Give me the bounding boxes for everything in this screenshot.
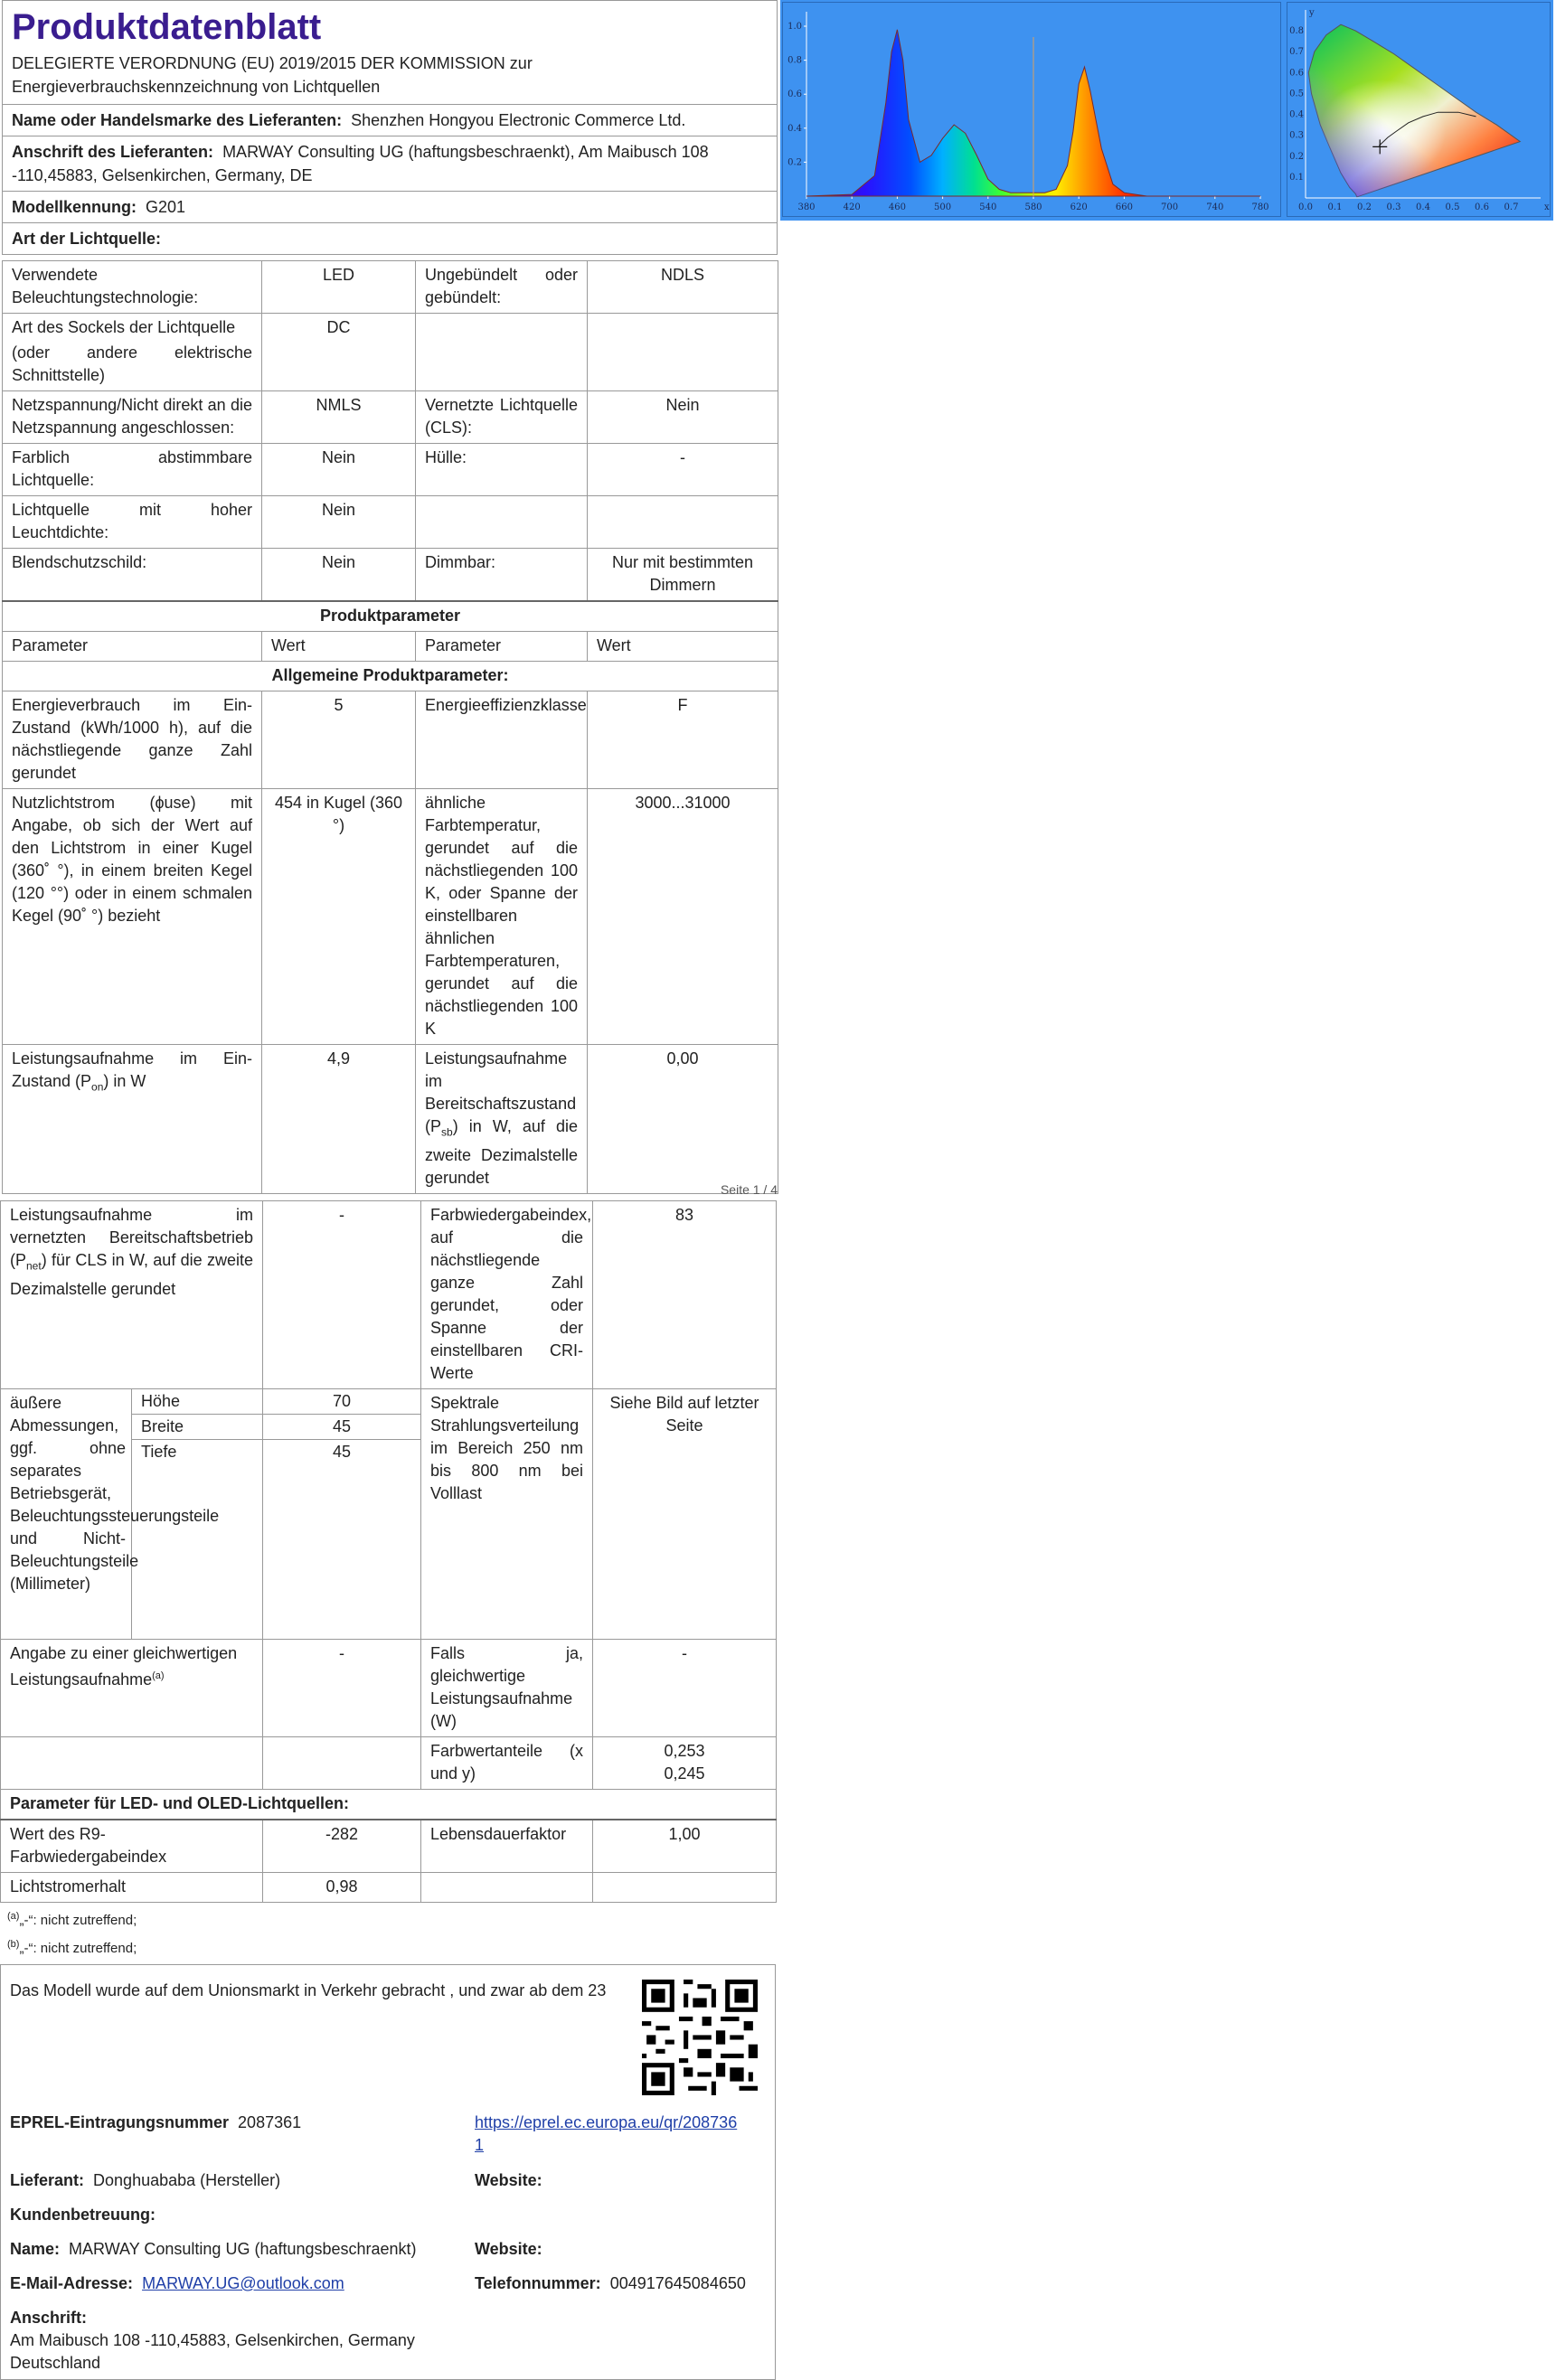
param-label: Wert des R9-Farbwiedergabeindex xyxy=(1,1820,263,1873)
param-label: Farbwiedergabeindex, auf die nächstliegende ganze Zahl gerundet, oder Spanne der einstellbaren CRI-Werte xyxy=(421,1201,593,1389)
page-title: Produktdatenblatt xyxy=(12,7,322,47)
param-label: Vernetzte Lichtquelle (CLS): xyxy=(416,391,588,444)
spectrum-y-tick-label: 0.8 xyxy=(787,55,802,66)
param-label: Verwendete Beleuchtungstechnologie: xyxy=(3,261,262,314)
param-value: 83 xyxy=(593,1201,777,1389)
footnote-mark: (b) xyxy=(7,1939,20,1950)
dimension-value: 45 xyxy=(263,1415,421,1440)
phone-label: Telefonnummer: xyxy=(475,2274,601,2292)
param-label: Hülle: xyxy=(416,444,588,496)
spectrum-ticks xyxy=(787,22,1268,212)
light-type-row xyxy=(2,223,778,255)
cie-chart xyxy=(1287,2,1551,217)
table-row xyxy=(1,1873,777,1903)
cie-y-axis-label: y xyxy=(1309,8,1315,18)
supplier-name-value: Shenzhen Hongyou Electronic Commerce Ltd. xyxy=(351,111,686,129)
eprel-row xyxy=(10,2112,301,2134)
param-value: LED xyxy=(262,261,416,314)
param-label: Blendschutzschild: xyxy=(3,549,262,602)
spectrum-x-tick-label: 740 xyxy=(1206,202,1224,212)
dimension-value: 70 xyxy=(263,1389,421,1415)
param-label xyxy=(416,314,588,391)
product-params-caption: Produktparameter xyxy=(3,601,778,632)
cie-x-tick-label: 0.1 xyxy=(1327,202,1343,212)
table-row xyxy=(1,1820,777,1873)
equiv-superscript: (a) xyxy=(152,1670,165,1681)
equiv-label: Angabe zu einer gleichwertigen Leistungsaufnahme xyxy=(10,1644,238,1689)
empty-cell xyxy=(263,1737,421,1790)
param-label xyxy=(3,314,262,391)
eprel-link[interactable]: https://eprel.ec.europa.eu/qr/2087361 xyxy=(475,2113,738,2154)
spectrum-y-tick-label: 1.0 xyxy=(787,22,802,32)
page-number-row xyxy=(2,1182,778,1197)
table-row xyxy=(3,789,778,1045)
table-row xyxy=(1,1201,777,1389)
empty-cell xyxy=(1,1737,263,1790)
param-value: - xyxy=(263,1640,421,1737)
param-value: Siehe Bild auf letzter Seite xyxy=(593,1389,777,1640)
table-header-row xyxy=(3,632,778,662)
cie-y-tick-label: 0.5 xyxy=(1289,89,1304,99)
param-value: NMLS xyxy=(262,391,416,444)
light-type-label: Art der Lichtquelle: xyxy=(12,230,162,248)
pon-subscript: on xyxy=(91,1080,104,1094)
param-value: - xyxy=(593,1640,777,1737)
cie-x-tick-label: 0.7 xyxy=(1504,202,1519,212)
light-source-table xyxy=(2,260,778,1194)
email-label: E-Mail-Adresse: xyxy=(10,2274,134,2292)
cie-y-tick-label: 0.8 xyxy=(1289,26,1304,37)
datasheet-page-2 xyxy=(0,1200,776,2380)
model-value: G201 xyxy=(146,198,186,216)
spectrum-x-tick-label: 460 xyxy=(888,202,906,212)
supplier-name-label: Name oder Handelsmarke des Lieferanten: xyxy=(12,111,343,129)
spectrum-svg xyxy=(783,3,1280,216)
param-label: Farbwertanteile (x und y) xyxy=(421,1737,593,1790)
param-label xyxy=(1,1201,263,1389)
param-value: Nein xyxy=(262,444,416,496)
cie-y-tick-label: 0.7 xyxy=(1289,47,1304,58)
pnet-label-b: ) für CLS in W, auf die zweite Dezimalstelle gerundet xyxy=(10,1251,253,1298)
param-value: NDLS xyxy=(588,261,778,314)
table-row xyxy=(3,496,778,549)
footnote-b xyxy=(0,1933,776,1961)
eprel-label: EPREL-Eintragungsnummer xyxy=(10,2113,230,2131)
param-value: 5 xyxy=(262,691,416,789)
spectrum-x-tick-label: 660 xyxy=(1115,202,1133,212)
pnet-subscript: net xyxy=(26,1259,42,1273)
market-text: Das Modell wurde auf dem Unionsmarkt in Verkehr gebracht , und zwar ab dem 23 xyxy=(10,1981,607,1999)
general-params-caption: Allgemeine Produktparameter: xyxy=(3,662,778,691)
param-label: Netzspannung/Nicht direkt an die Netzspannung angeschlossen: xyxy=(3,391,262,444)
param-label: Dimmbar: xyxy=(416,549,588,602)
cie-blue-region xyxy=(1308,24,1520,197)
table-caption-row xyxy=(1,1790,777,1820)
pon-label-a: Leistungsaufnahme im Ein-Zustand (P xyxy=(12,1049,252,1090)
psb-label-a: Leistungsaufnahme im Bereitschaftszustand (P xyxy=(425,1049,577,1135)
spectrum-chart xyxy=(782,2,1281,217)
footnote-text: „-“: nicht zutreffend; xyxy=(19,1941,137,1956)
param-value: 1,00 xyxy=(593,1820,777,1873)
spectrum-x-tick-label: 380 xyxy=(797,202,816,212)
cie-y-tick-label: 0.1 xyxy=(1289,172,1304,183)
param-label xyxy=(1,1640,263,1737)
cie-x-axis-label: x xyxy=(1544,202,1550,212)
qr-code-icon xyxy=(642,1980,758,2095)
param-value: Nein xyxy=(262,549,416,602)
table-row xyxy=(1,1640,777,1737)
empty-cell xyxy=(421,1873,593,1903)
supplier-label: Lieferant: xyxy=(10,2171,85,2189)
param-label: Energieverbrauch im Ein-Zustand (kWh/1000 h), auf die nächstliegende ganze Zahl gerundet xyxy=(3,691,262,789)
table-row xyxy=(3,391,778,444)
spectrum-x-tick-label: 500 xyxy=(934,202,952,212)
supplier-address-row xyxy=(2,136,778,192)
socket-label-line2: (oder andere elektrische Schnittstelle) xyxy=(12,343,252,384)
footnote-mark: (a) xyxy=(7,1911,20,1922)
cie-x-tick-label: 0.4 xyxy=(1416,202,1430,212)
customer-service-label: Kundenbetreuung: xyxy=(10,2206,156,2224)
spectrum-x-tick-label: 780 xyxy=(1251,202,1269,212)
phone-value: 004917645084650 xyxy=(609,2274,746,2292)
dimension-name: Breite xyxy=(132,1415,263,1440)
supplier-value: Donghuababa (Hersteller) xyxy=(93,2171,281,2189)
param-label: Falls ja, gleichwertige Leistungsaufnahme (W) xyxy=(421,1640,593,1737)
supplier-name-row xyxy=(2,105,778,136)
param-label: ähnliche Farbtemperatur, gerundet auf die nächstliegenden 100 K, oder Spanne der einstellbaren ähnlichen Farbtemperaturen, gerundet auf die nächstliegenden 100 K xyxy=(416,789,588,1045)
param-value: 454 in Kugel (360 °) xyxy=(262,789,416,1045)
spectrum-x-tick-label: 700 xyxy=(1161,202,1179,212)
cie-x-tick-label: 0.2 xyxy=(1357,202,1372,212)
regulation-text: DELEGIERTE VERORDNUNG (EU) 2019/2015 DER KOMMISSION zur Energieverbrauchskennzeichnung von Lichtquellen xyxy=(12,54,533,96)
spectrum-y-tick-label: 0.2 xyxy=(787,157,802,168)
address-line2: Deutschland xyxy=(10,2354,101,2372)
datasheet-page-1 xyxy=(2,0,778,1194)
email-row xyxy=(10,2272,344,2295)
website2-label: Website: xyxy=(475,2240,542,2258)
socket-label-line1: Art des Sockels der Lichtquelle xyxy=(12,318,236,336)
psb-subscript: sb xyxy=(441,1125,453,1139)
pnet-label-a: Leistungsaufnahme im vernetzten Bereitschaftsbetrieb (P xyxy=(10,1206,253,1269)
param-value: Nein xyxy=(262,496,416,549)
model-label: Modellkennung: xyxy=(12,198,137,216)
param-label: Lichtquelle mit hoher Leuchtdichte: xyxy=(3,496,262,549)
param-label: Lichtstromerhalt xyxy=(1,1873,263,1903)
cie-x-tick-label: 0.6 xyxy=(1475,202,1489,212)
param-value: Nein xyxy=(588,391,778,444)
dimensions-label: äußere Abmessungen, ggf. ohne separates Betriebsgerät, Beleuchtungssteuerungsteile und Nicht-Beleuchtungsteile (Millimeter) xyxy=(1,1389,132,1640)
param-label: Ungebündelt oder gebündelt: xyxy=(416,261,588,314)
spectrum-y-tick-label: 0.4 xyxy=(787,123,802,134)
address-label: Anschrift: xyxy=(10,2309,87,2327)
cie-svg xyxy=(1287,3,1550,216)
spectrum-x-tick-label: 580 xyxy=(1024,202,1042,212)
param-value: F xyxy=(588,691,778,789)
table-row xyxy=(3,549,778,602)
led-params-caption: Parameter für LED- und OLED-Lichtquellen: xyxy=(1,1790,777,1820)
table-row xyxy=(3,691,778,789)
charts-panel xyxy=(780,0,1553,221)
phone-row xyxy=(475,2272,746,2295)
cie-y-tick-label: 0.4 xyxy=(1289,109,1304,120)
param-label: Farblich abstimmbare Lichtquelle: xyxy=(3,444,262,496)
param-label xyxy=(3,1045,262,1194)
dimension-spacer xyxy=(263,1464,421,1640)
chroma-y-value: 0,245 xyxy=(664,1764,705,1783)
column-header: Wert xyxy=(588,632,778,662)
cie-y-tick-label: 0.6 xyxy=(1289,68,1304,79)
cie-y-tick-label: 0.3 xyxy=(1289,130,1304,141)
param-value xyxy=(588,496,778,549)
eprel-value: 2087361 xyxy=(238,2113,302,2131)
contact-name-label: Name: xyxy=(10,2240,61,2258)
spectrum-x-tick-label: 620 xyxy=(1070,202,1088,212)
table-row xyxy=(1,1737,777,1790)
chroma-x-value: 0,253 xyxy=(664,1742,705,1760)
cie-x-tick-label: 0.3 xyxy=(1386,202,1401,212)
param-value: - xyxy=(263,1201,421,1389)
page-number: Seite 1 / 4 xyxy=(720,1182,778,1197)
contact-name-row xyxy=(10,2238,417,2261)
column-header: Wert xyxy=(262,632,416,662)
spectrum-x-tick-label: 540 xyxy=(979,202,997,212)
spectrum-x-tick-label: 420 xyxy=(843,202,861,212)
title-block xyxy=(2,0,778,105)
param-value: Nur mit bestimmten Dimmern xyxy=(588,549,778,602)
cie-y-tick-label: 0.2 xyxy=(1289,151,1304,162)
param-value xyxy=(588,314,778,391)
param-label: Energieeffizienzklasse xyxy=(416,691,588,789)
pon-label-b: ) in W xyxy=(103,1072,146,1090)
dimension-value: 45 xyxy=(263,1440,421,1465)
table-caption-row xyxy=(3,601,778,632)
spectrum-y-tick-label: 0.6 xyxy=(787,89,802,100)
table-row xyxy=(1,1389,777,1415)
supplier-address-value: MARWAY Consulting UG (haftungsbeschraenkt), Am Maibusch 108 -110,45883, Gelsenkirchen, Germany, DE xyxy=(12,143,709,184)
table-row xyxy=(3,444,778,496)
param-value: 4,9 xyxy=(262,1045,416,1194)
website-label: Website: xyxy=(475,2171,542,2189)
table-row xyxy=(3,314,778,391)
supplier-address-label: Anschrift des Lieferanten: xyxy=(12,143,214,161)
dimension-spacer xyxy=(132,1464,263,1640)
dimension-name: Tiefe xyxy=(132,1440,263,1465)
psb-label-b: ) in W, auf die zweite Dezimalstelle gerundet xyxy=(425,1117,578,1187)
param-value xyxy=(593,1737,777,1790)
product-params-table-continued xyxy=(0,1200,777,1903)
column-header: Parameter xyxy=(416,632,588,662)
market-info-box xyxy=(0,1964,776,2380)
cie-x-tick-label: 0.0 xyxy=(1298,202,1313,212)
param-label xyxy=(416,496,588,549)
param-label: Spektrale Strahlungsverteilung im Bereich 250 nm bis 800 nm bei Volllast xyxy=(421,1389,593,1640)
dimension-name: Höhe xyxy=(132,1389,263,1415)
param-value: DC xyxy=(262,314,416,391)
empty-cell xyxy=(593,1873,777,1903)
param-value: 0,00 xyxy=(588,1045,778,1194)
contact-name-value: MARWAY Consulting UG (haftungsbeschraenkt) xyxy=(69,2240,417,2258)
table-caption-row xyxy=(3,662,778,691)
model-row xyxy=(2,192,778,223)
footnote-a xyxy=(0,1905,776,1933)
param-value: 0,98 xyxy=(263,1873,421,1903)
email-link[interactable]: MARWAY.UG@outlook.com xyxy=(142,2274,344,2292)
table-row xyxy=(3,261,778,314)
param-value: 3000...31000 xyxy=(588,789,778,1045)
param-label xyxy=(416,1045,588,1194)
footnote-text: „-“: nicht zutreffend; xyxy=(19,1913,137,1928)
address-line1: Am Maibusch 108 -110,45883, Gelsenkirchen, Germany xyxy=(10,2331,415,2349)
param-label: Nutzlichtstrom (ϕuse) mit Angabe, ob sich der Wert auf den Lichtstrom in einer Kugel (360˚ °), in einem breiten Kegel (120 °°) oder in einem schmalen Kegel (90˚ °) bezieht xyxy=(3,789,262,1045)
param-value: -282 xyxy=(263,1820,421,1873)
supplier-row xyxy=(10,2169,280,2192)
param-value: - xyxy=(588,444,778,496)
cie-x-tick-label: 0.5 xyxy=(1445,202,1460,212)
table-row xyxy=(3,1045,778,1194)
column-header: Parameter xyxy=(3,632,262,662)
param-label: Lebensdauerfaktor xyxy=(421,1820,593,1873)
